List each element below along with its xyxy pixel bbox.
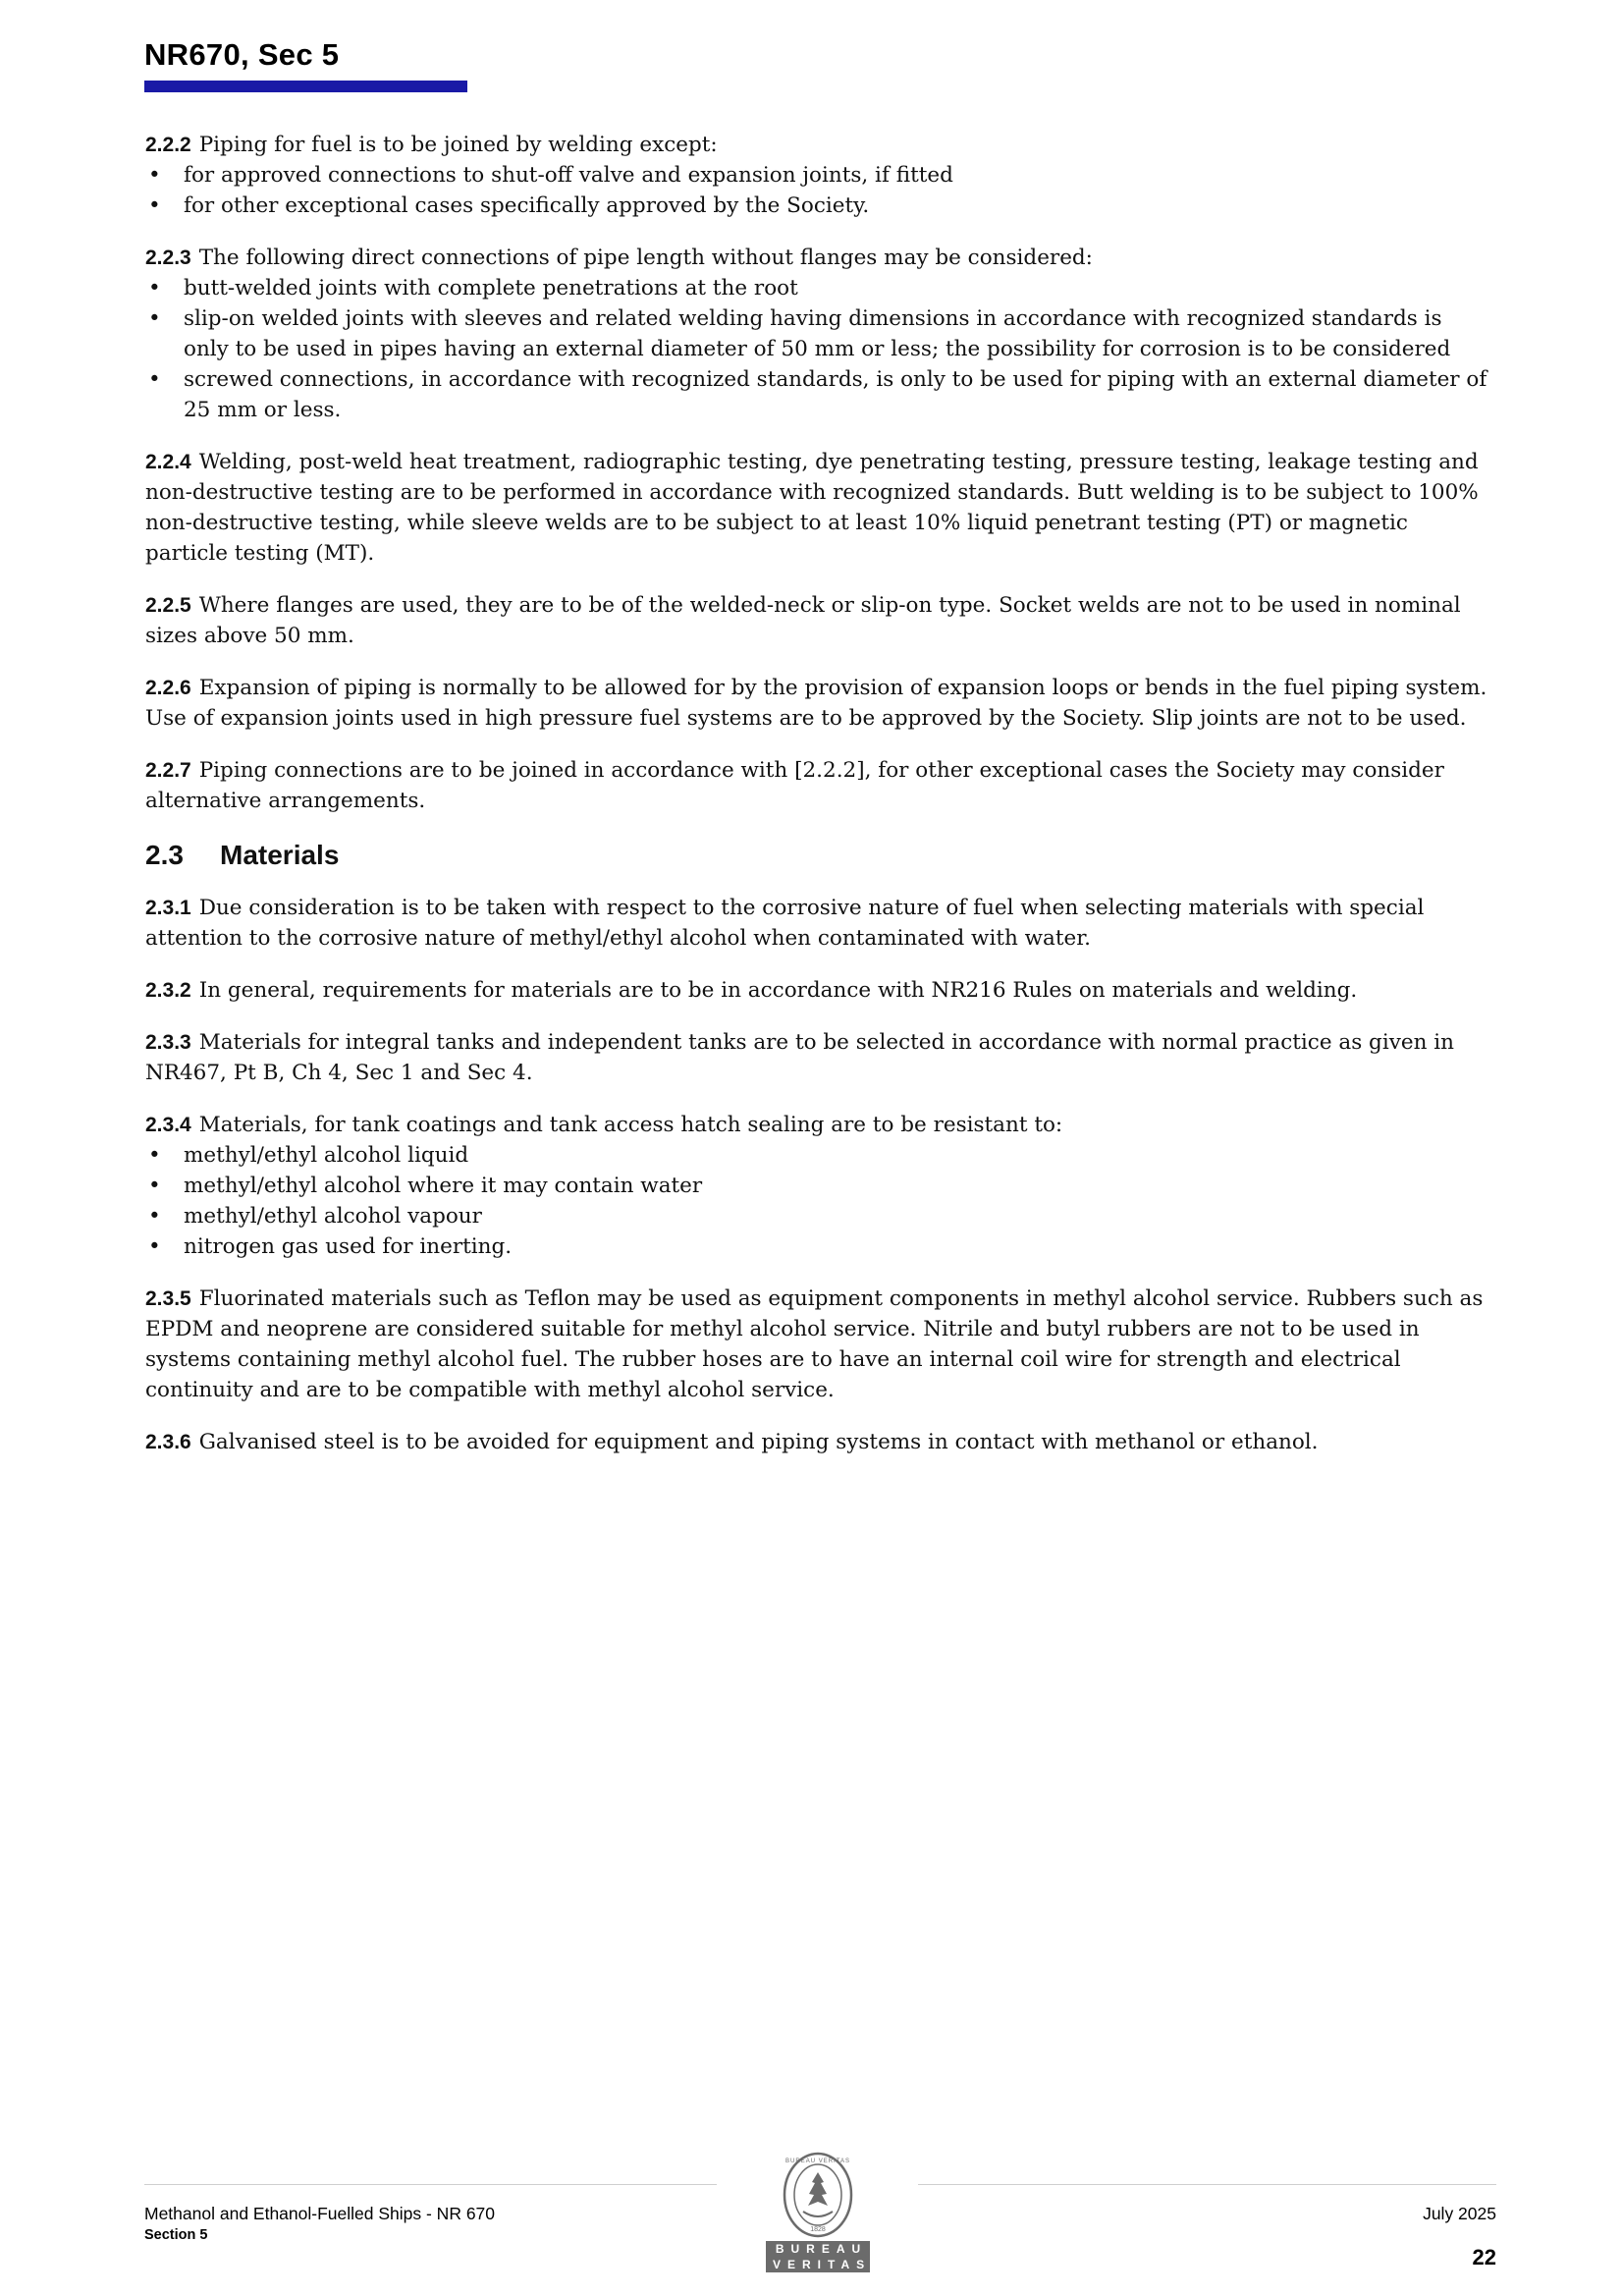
logo-ring-text: BUREAU VERITAS [785,2159,850,2164]
logo-text-top: BUREAU [766,2241,870,2257]
bullet-list-2-2-2 [145,160,1492,221]
document-body [145,130,1492,1479]
bureau-veritas-logo [766,2151,870,2272]
logo-text-bottom: VERITAS [766,2257,870,2272]
clause-number: 2.2.4 [145,451,191,473]
clause-text: Expansion of piping is normally to be allowed for by the provision of expansion loops or bends in the fuel piping system. Use of expansion joints used in high pressure fuel systems are to be approved by the Society. Slip joints are not to be used. [145,676,1487,731]
clause-number: 2.3.3 [145,1031,191,1054]
clause-text: Piping for fuel is to be joined by welding except: [198,133,718,157]
clause-text: Where flanges are used, they are to be of the welded-neck or slip-on type. Socket welds are not to be used in nominal sizes above 50 mm. [145,593,1461,648]
paragraph-2-3-6 [145,1427,1492,1457]
paragraph-2-3-1 [145,893,1492,954]
footer-left [144,2204,495,2243]
list-item: • methyl/ethyl alcohol vapour [145,1201,1492,1231]
clause-number: 2.3.2 [145,979,191,1002]
list-item: • screwed connections, in accordance with recognized standards, is only to be used for piping with an external diameter of 25 mm or less. [145,364,1492,425]
paragraph-2-2-2 [145,130,1492,160]
page-number: 22 [1472,2245,1496,2269]
clause-text: Galvanised steel is to be avoided for equipment and piping systems in contact with methanol or ethanol. [198,1430,1319,1454]
bullet-list-2-3-4 [145,1140,1492,1262]
clause-text: Welding, post-weld heat treatment, radiographic testing, dye penetrating testing, pressure testing, leakage testing and non-destructive testing are to be performed in accordance with recognized standards. Butt welding is to be subject to 100% non-destructive testing, while sleeve welds are to be subject to at least 10% liquid penetrant testing (PT) or magnetic particle testing (MT). [145,450,1479,566]
clause-text: Due consideration is to be taken with respect to the corrosive nature of fuel when selecting materials with special attention to the corrosive nature of methyl/ethyl alcohol when contaminated with water. [145,896,1425,951]
paragraph-2-2-7 [145,755,1492,816]
clause-number: 2.3.5 [145,1287,191,1310]
logo-emblem-icon [766,2151,870,2239]
page-header-title: NR670, Sec 5 [144,37,340,72]
logo-year: 1828 [810,2226,826,2233]
list-item: • for approved connections to shut-off valve and expansion joints, if fitted [145,160,1492,191]
footer-date: July 2025 [1423,2204,1496,2223]
paragraph-2-3-5 [145,1284,1492,1405]
paragraph-2-2-3 [145,243,1492,273]
header-accent-bar [144,81,467,92]
clause-text: Materials for integral tanks and independent tanks are to be selected in accordance with normal practice as given in NR467, Pt B, Ch 4, Sec 1 and Sec 4. [145,1030,1454,1085]
list-item: • for other exceptional cases specifically approved by the Society. [145,191,1492,221]
list-item: • slip-on welded joints with sleeves and related welding having dimensions in accordance with recognized standards is only to be used in pipes having an external diameter of 50 mm or less; the possibility for corrosion is to be considered [145,303,1492,364]
list-item: • methyl/ethyl alcohol liquid [145,1140,1492,1171]
clause-number: 2.3.4 [145,1114,191,1136]
clause-text: Piping connections are to be joined in accordance with [2.2.2], for other exceptional cases the Society may consider alternative arrangements. [145,758,1444,813]
paragraph-2-3-4 [145,1110,1492,1140]
paragraph-2-3-2 [145,975,1492,1006]
list-item: • butt-welded joints with complete penetrations at the root [145,273,1492,303]
clause-number: 2.2.7 [145,759,191,782]
section-title: Materials [220,840,340,870]
clause-text: Materials, for tank coatings and tank access hatch sealing are to be resistant to: [198,1113,1063,1137]
clause-number: 2.2.6 [145,677,191,699]
paragraph-2-2-5 [145,590,1492,651]
clause-number: 2.2.5 [145,594,191,617]
list-item: • methyl/ethyl alcohol where it may contain water [145,1171,1492,1201]
clause-text: In general, requirements for materials are to be in accordance with NR216 Rules on materials and welding. [198,978,1358,1003]
bullet-list-2-2-3 [145,273,1492,425]
paragraph-2-2-6 [145,673,1492,734]
clause-number: 2.3.1 [145,897,191,919]
footer-section-label: Section 5 [144,2227,208,2243]
list-item: • nitrogen gas used for inerting. [145,1231,1492,1262]
section-number: 2.3 [145,840,184,870]
section-heading-materials [145,838,1492,873]
footer-document-title: Methanol and Ethanol-Fuelled Ships - NR 670 [144,2204,496,2223]
clause-number: 2.2.3 [145,246,191,269]
paragraph-2-3-3 [145,1027,1492,1088]
footer-rule-left [144,2184,717,2185]
clause-text: The following direct connections of pipe length without flanges may be considered: [198,246,1093,270]
clause-number: 2.2.2 [145,134,191,156]
clause-text: Fluorinated materials such as Teflon may be used as equipment components in methyl alcohol service. Rubbers such as EPDM and neoprene are considered suitable for methyl alcohol service. Nitrile and butyl rubbers are not to be used in systems containing methyl alcohol fuel. The rubber hoses are to have an internal coil wire for strength and electrical continuity and are to be compatible with methyl alcohol service. [145,1286,1484,1402]
paragraph-2-2-4 [145,447,1492,569]
clause-number: 2.3.6 [145,1431,191,1453]
footer-rule-right [918,2184,1496,2185]
